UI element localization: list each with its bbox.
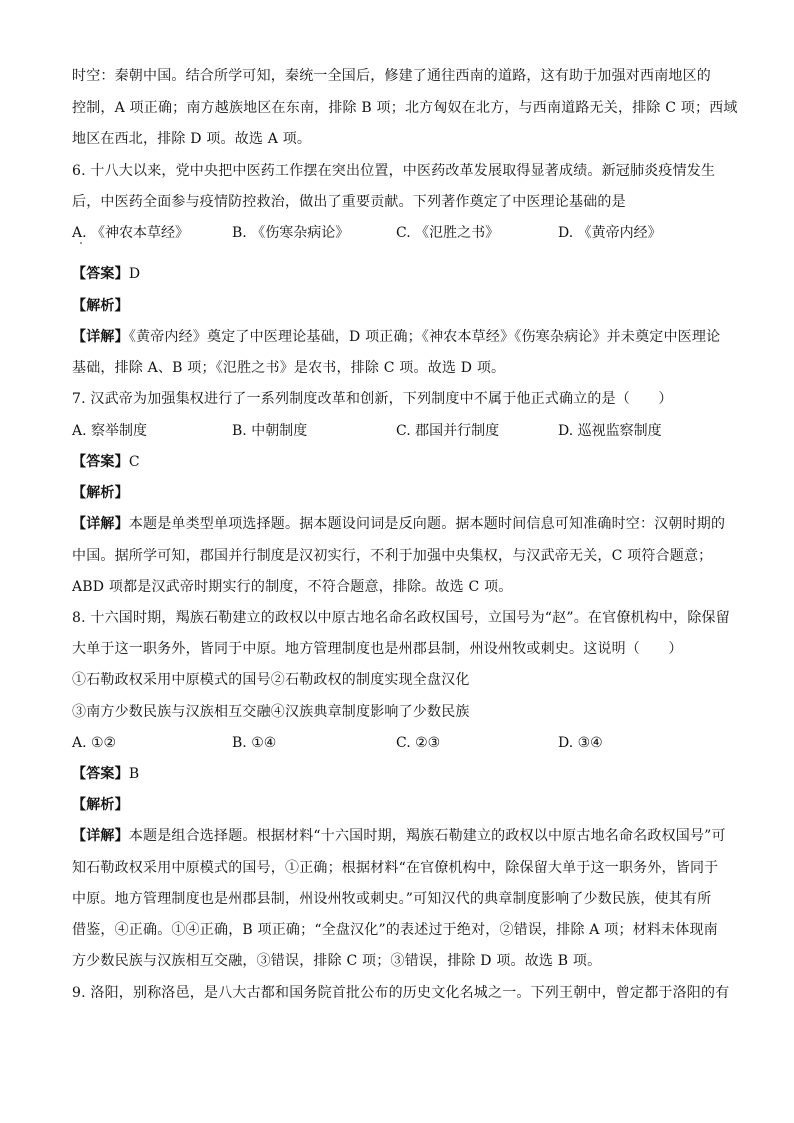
- q6-option-c: C. 《氾胜之书》: [396, 225, 500, 241]
- q7-detail-line: [72, 514, 726, 534]
- q7-option-d: D. 巡视监察制度: [558, 423, 662, 439]
- q6-detail-line: [72, 327, 722, 347]
- detail-text: 本题是单类型单项选择题。据本题设问词是反向题。据本题时间信息可知准确时空：汉朝时期的: [128, 516, 726, 532]
- q6-option-d: D. 《黄帝内经》: [558, 225, 662, 241]
- answer-tag: 【答案】: [72, 266, 129, 282]
- q8-stem-line: ③南方少数民族与汉族相互交融④汉族典章制度影响了少数民族: [72, 704, 470, 720]
- q8-detail-line: 借鉴，④正确。①④正确，B 项正确；“全盘汉化”的表述过于绝对，②错误，排除 A 项；材料未体现南: [72, 922, 718, 938]
- detail-tag: 【详解】: [72, 828, 129, 844]
- detail-text: 本题是组合选择题。根据材料“十六国时期，羯族石勒建立的政权以中原古地名命名政权国号”可: [128, 828, 726, 844]
- analysis-tag: 【解析】: [72, 797, 129, 813]
- q7-stem-line: 7. 汉武帝为加强集权进行了一系列制度改革和创新，下列制度中不属于他正式确立的是（ ）: [72, 391, 673, 407]
- q8-option-d: D. ③④: [558, 735, 603, 751]
- stray-dot: [80, 242, 82, 244]
- q7-analysis-tag: [72, 483, 722, 503]
- q6-stem-line: 6. 十八大以来，党中央把中医药工作摆在突出位置，中医药改革发展取得显著成绩。新冠肺炎疫情发生: [72, 163, 716, 179]
- q6-options: [72, 223, 722, 243]
- q7-answer: [72, 452, 722, 472]
- q8-options: [72, 733, 722, 753]
- q8-detail-line: 知石勒政权采用中原模式的国号，①正确；根据材料“在官僚机构中，除保留大单于这一职务外，皆同于: [72, 860, 719, 876]
- q7-option-c: C. 郡国并行制度: [396, 423, 500, 439]
- q8-stem-line: 8. 十六国时期，羯族石勒建立的政权以中原古地名命名政权国号，立国号为“赵”。在官僚机构中，除保留: [72, 610, 730, 626]
- q8-option-b: B. ①④: [232, 735, 277, 751]
- answer-value: D: [128, 266, 141, 282]
- paragraph-line: 控制，A 项正确；南方越族地区在东南，排除 B 项；北方匈奴在北方，与西南道路无关，排除 C 项；西域: [72, 100, 738, 116]
- q7-options: [72, 421, 722, 441]
- analysis-tag: 【解析】: [72, 485, 129, 501]
- answer-tag: 【答案】: [72, 454, 129, 470]
- q9-stem-line: 9. 洛阳，别称洛邑，是八大古都和国务院首批公布的历史文化名城之一。下列王朝中，曾定都于洛阳的有: [72, 985, 730, 1001]
- q6-option-b: B. 《伤寒杂病论》: [232, 225, 350, 241]
- q6-detail-line: 基础，排除 A、B 项；《氾胜之书》是农书，排除 C 项。故选 D 项。: [72, 360, 506, 376]
- q7-option-a: A. 察举制度: [72, 423, 148, 439]
- q8-option-a: A. ①②: [72, 735, 117, 751]
- q8-stem-line: ①石勒政权采用中原模式的国号②石勒政权的制度实现全盘汉化: [72, 672, 470, 688]
- q8-detail-line: [72, 826, 726, 846]
- q8-analysis-tag: [72, 795, 722, 815]
- analysis-tag: 【解析】: [72, 298, 129, 314]
- answer-tag: 【答案】: [72, 766, 129, 782]
- detail-text: 《黄帝内经》奠定了中医理论基础，D 项正确；《神农本草经》《伤寒杂病论》并未奠定中医理论: [128, 329, 721, 345]
- q7-detail-line: ABD 项都是汉武帝时期实行的制度，不符合题意，排除。故选 C 项。: [72, 579, 513, 595]
- q8-option-c: C. ②③: [396, 735, 441, 751]
- q8-detail-line: 中原。地方管理制度也是州郡县制，州设州牧或刺史。”可知汉代的典章制度影响了少数民族，使其有所: [72, 891, 712, 907]
- paragraph-line: 时空：秦朝中国。结合所学可知，秦统一全国后，修建了通往西南的道路，这有助于加强对西南地区的: [72, 68, 711, 84]
- q8-detail-line: 方少数民族与汉族相互交融，③错误，排除 C 项；③错误，排除 D 项。故选 B 项。: [72, 953, 602, 969]
- answer-value: B: [128, 766, 140, 782]
- q8-stem-line: 大单于这一职务外，皆同于中原。地方管理制度也是州郡县制，州设州牧或刺史。这说明（ ）: [72, 641, 683, 657]
- paragraph-line: 地区在西北，排除 D 项。故选 A 项。: [72, 131, 312, 147]
- q7-detail-line: 中国。据所学可知，郡国并行制度是汉初实行，不利于加强中央集权，与汉武帝无关，C 项符合题意；: [72, 548, 713, 564]
- q6-analysis-tag: [72, 296, 722, 316]
- q6-option-a: A. 《神农本草经》: [72, 225, 190, 241]
- q8-answer: [72, 764, 722, 784]
- q7-option-b: B. 中朝制度: [232, 423, 308, 439]
- q6-answer: [72, 264, 722, 284]
- q6-stem-line: 后，中医药全面参与疫情防控救治，做出了重要贡献。下列著作奠定了中医理论基础的是: [72, 194, 626, 210]
- answer-value: C: [128, 454, 140, 470]
- detail-tag: 【详解】: [72, 329, 129, 345]
- detail-tag: 【详解】: [72, 516, 129, 532]
